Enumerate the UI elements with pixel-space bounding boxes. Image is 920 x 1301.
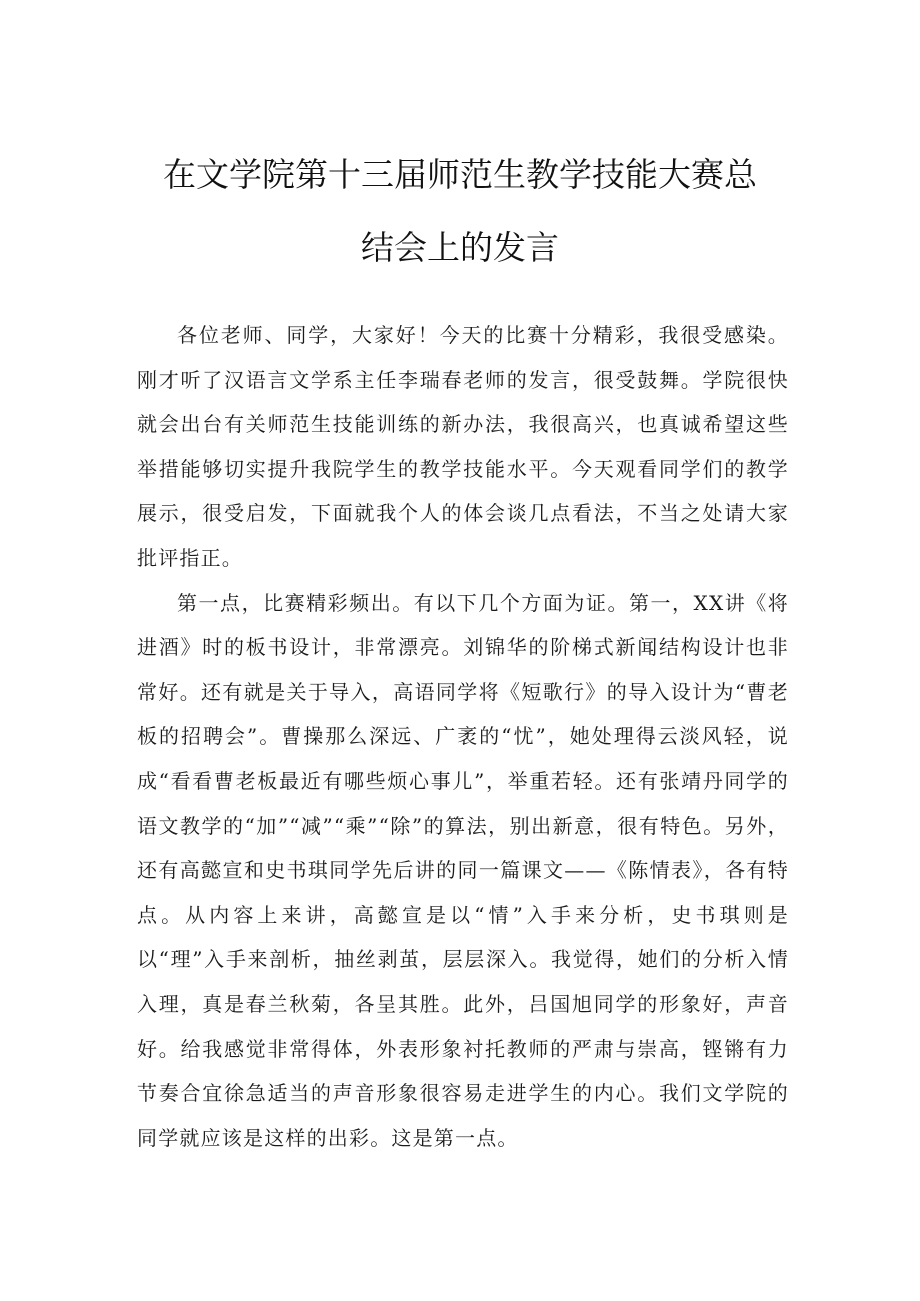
paragraph-first-point: 第一点，比赛精彩频出。有以下几个方面为证。第一，XX讲《将进酒》时的板书设计，非常漂亮。刘锦华的阶梯式新闻结构设计也非常好。还有就是关于导入，高语同学将《短歌行》的导入设计为“曹老板的招聘会”。曹操那么深远、广袤的“忧”，她处理得云淡风轻，说成“看看曹老板最近有哪些烦心事儿”，举重若轻。还有张靖丹同学的语文教学的“加”“减”“乘”“除”的算法，别出新意，很有特色。另外，还有高懿宣和史书琪同学先后讲的同一篇课文——《陈情表》，各有特点。从内容上来讲，高懿宣是以“情”入手来分析，史书琪则是以“理”入手来剖析，抽丝剥茧，层层深入。我觉得，她们的分析入情入理，真是春兰秋菊，各呈其胜。此外，吕国旭同学的形象好，声音好。给我感觉非常得体，外表形象衬托教师的严肃与崇高，铿锵有力节奏合宜徐急适当的声音形象很容易走进学生的内心。我们文学院的同学就应该是这样的出彩。这是第一点。	[137, 590, 789, 1150]
document-title	[100, 138, 820, 284]
title-line-2: 结会上的发言	[361, 228, 559, 267]
document-body	[137, 313, 789, 1160]
title-line-1: 在文学院第十三届师范生教学技能大赛总	[163, 155, 757, 194]
paragraph-greeting: 各位老师、同学，大家好！今天的比赛十分精彩，我很受感染。刚才听了汉语言文学系主任李瑞春老师的发言，很受鼓舞。学院很快就会出台有关师范生技能训练的新办法，我很高兴，也真诚希望这些举措能够切实提升我院学生的教学技能水平。今天观看同学们的教学展示，很受启发，下面就我个人的体会谈几点看法，不当之处请大家批评指正。	[137, 323, 789, 570]
